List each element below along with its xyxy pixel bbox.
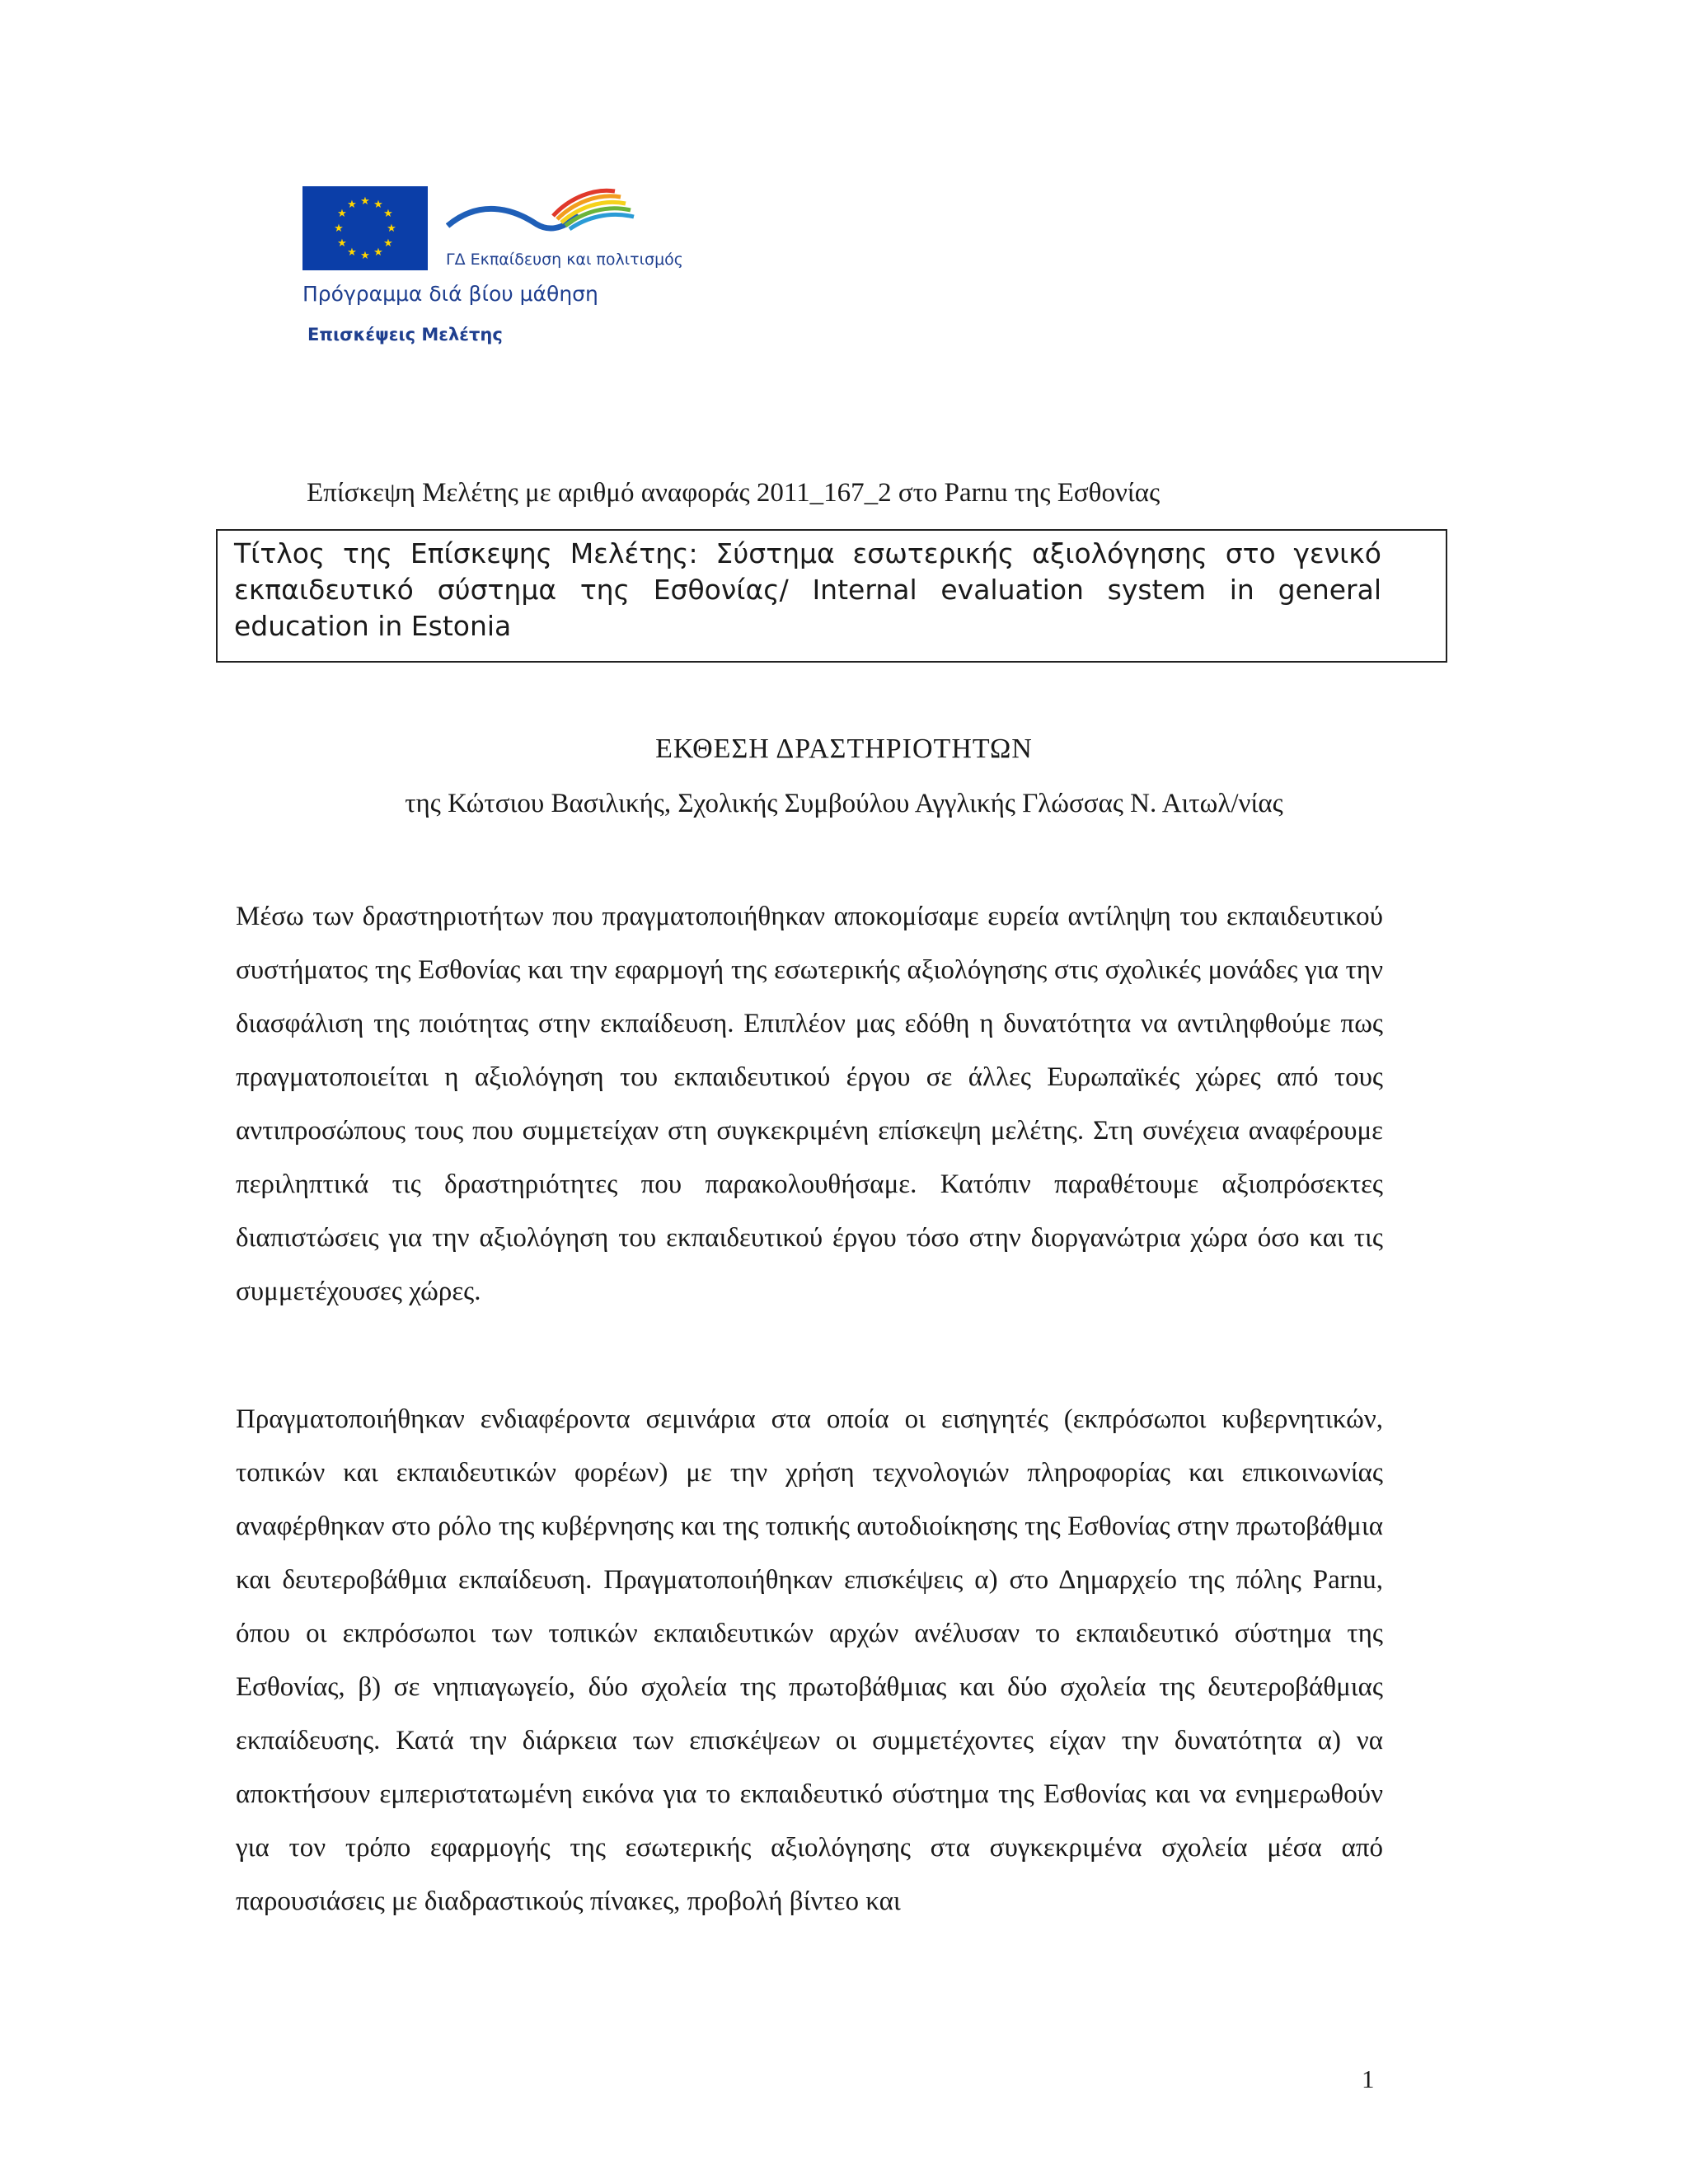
body-paragraph: Μέσω των δραστηριοτήτων που πραγματοποιήθηκαν αποκομίσαμε ευρεία αντίληψη του εκπαιδευτικού συστήματος της Εσθονίας και την εφαρμογή της εσωτερικής αξιολόγησης στις σχολικές μονάδες για την διασφάλιση της ποιότητας στην εκπαίδευση. Επιπλέον μας εδόθη η δυνατότητα να αντιληφθούμε πως πραγματοποιείται η αξιολόγηση του εκπαιδευτικού έργου σε άλλες Ευρωπαϊκές χώρες από τους αντιπροσώπους τους που συμμετείχαν στη συγκεκριμένη επίσκεψη μελέτης. Στη συνέχεια αναφέρουμε περιληπτικά τις δραστηριότητες που παρακολουθήσαμε. Κατόπιν παραθέτουμε αξιοπρόσεκτες διαπιστώσεις για την αξιολόγηση του εκπαιδευτικού έργου τόσο στην διοργανώτρια χώρα όσο και τις συμμετέχουσες χώρες. <box>236 902 1383 1306</box>
study-visit-title-box: Τίτλος της Επίσκεψης Μελέτης: Σύστημα εσωτερικής αξιολόγησης στο γενικό εκπαιδευτικό σύστημα της Εσθονίας/ Internal evaluation system in general education in Estonia <box>216 529 1447 663</box>
svg-text:★: ★ <box>334 223 344 235</box>
svg-text:★: ★ <box>360 250 370 262</box>
study-visits-label: Επισκέψεις Μελέτης <box>307 325 503 344</box>
svg-text:★: ★ <box>383 208 393 220</box>
svg-text:★: ★ <box>387 223 396 235</box>
svg-text:★: ★ <box>347 199 357 211</box>
svg-text:★: ★ <box>373 246 383 259</box>
lifelong-learning-swoosh-icon <box>446 183 635 242</box>
reference-line: Επίσκεψη Μελέτης με αριθμό αναφοράς 2011_167_2 στο Parnu της Εσθονίας <box>307 478 1160 508</box>
svg-text:★: ★ <box>360 195 370 208</box>
svg-text:★: ★ <box>373 199 383 211</box>
eu-flag-icon <box>302 186 428 270</box>
svg-text:★: ★ <box>383 237 393 250</box>
body-paragraph: Πραγματοποιήθηκαν ενδιαφέροντα σεμινάρια στα οποία οι εισηγητές (εκπρόσωποι κυβερνητικών, τοπικών και εκπαιδευτικών φορέων) με την χρήση τεχνολογιών πληροφορίας και επικοινωνίας αναφέρθηκαν στο ρόλο της κυβέρνησης και της τοπικής αυτοδιοίκησης της Εσθονίας στην πρωτοβάθμια και δευτεροβάθμια εκπαίδευση. Πραγματοποιήθηκαν επισκέψεις α) στο Δημαρχείο της πόλης Parnu, όπου οι εκπρόσωποι των τοπικών εκπαιδευτικών αρχών ανέλυσαν το εκπαιδευτικό σύστημα της Εσθονίας, β) σε νηπιαγωγείο, δύο σχολεία της πρωτοβάθμιας και δύο σχολεία της δευτεροβάθμιας εκπαίδευσης. Κατά την διάρκεια των επισκέψεων οι συμμετέχοντες είχαν την δυνατότητα α) να αποκτήσουν εμπεριστατωμένη εικόνα για το εκπαιδευτικό σύστημα της Εσθονίας και να ενημερωθούν για τον τρόπο εφαρμογής της εσωτερικής αξιολόγησης στα συγκεκριμένα σχολεία μέσα από παρουσιάσεις με διαδραστικούς πίνακες, προβολή βίντεο και <box>236 1404 1383 1916</box>
lifelong-learning-programme-label: Πρόγραμμα διά βίου μάθηση <box>302 282 598 306</box>
author-line: της Κώτσιου Βασιλικής, Σχολικής Συμβούλου Αγγλικής Γλώσσας Ν. Αιτωλ/νίας <box>405 789 1283 818</box>
dg-education-culture-label: ΓΔ Εκπαίδευση και πολιτισμός <box>446 251 683 269</box>
svg-text:★: ★ <box>337 208 347 220</box>
svg-text:★: ★ <box>337 237 347 250</box>
page-number: 1 <box>1362 2064 1375 2093</box>
report-heading: ΕΚΘΕΣΗ ΔΡΑΣΤΗΡΙΟΤΗΤΩΝ <box>655 733 1033 764</box>
program-logo-block <box>302 183 715 356</box>
svg-text:★: ★ <box>347 246 357 259</box>
